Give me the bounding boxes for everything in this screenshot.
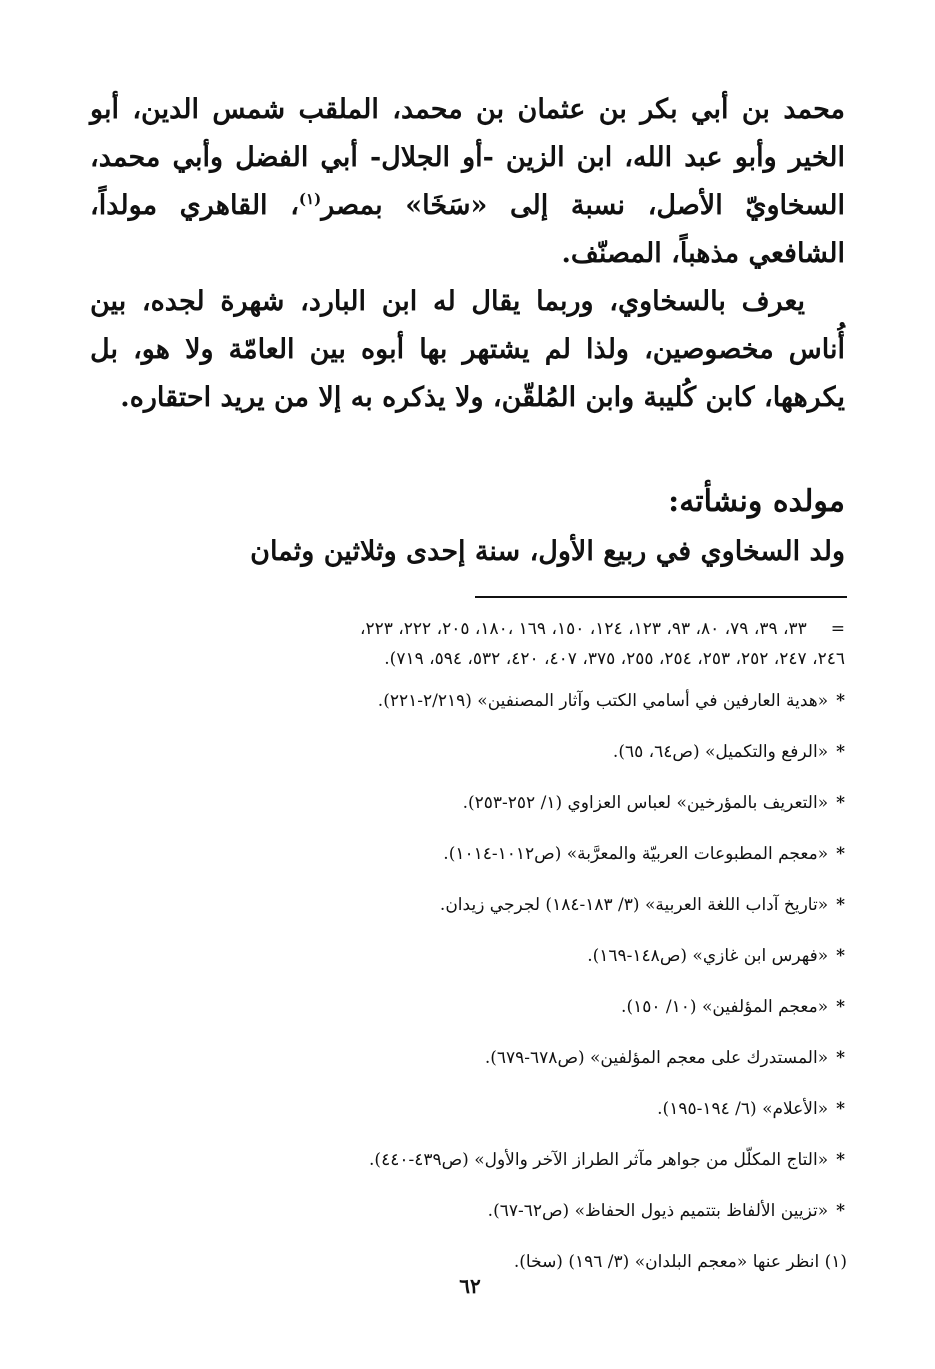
source-item	[86, 943, 845, 994]
star-icon: *	[836, 793, 845, 813]
source-item	[86, 1045, 845, 1096]
star-icon: *	[836, 844, 845, 864]
star-icon: *	[836, 1201, 845, 1221]
source-item	[86, 1198, 845, 1249]
source-item	[86, 892, 845, 943]
source-text: «معجم المطبوعات العربيّة والمعرَّبة» (ص١٠١٢-١٠١٤).	[443, 844, 829, 864]
source-item	[86, 1147, 845, 1198]
main-text	[90, 86, 845, 422]
sources-list	[86, 688, 845, 1249]
source-item	[86, 841, 845, 892]
section-heading: مولده ونشأته:	[668, 484, 845, 519]
star-icon: *	[836, 742, 845, 762]
source-text: «الأعلام» (٦/ ١٩٤-١٩٥).	[657, 1099, 829, 1119]
paragraph-biography	[90, 86, 845, 278]
paragraph-biography-end: ، القاهري مولداً، الشافعي مذهباً، المصنّف.	[90, 190, 845, 269]
source-text: «تاريخ آداب اللغة العربية» (٣/ ١٨٣-١٨٤) لجرجي زيدان.	[439, 895, 829, 915]
continuation-marker: =	[830, 619, 845, 639]
continuation-text-1: ٣٣، ٣٩، ٧٩، ٨٠، ٩٣، ١٢٣، ١٢٤، ١٥٠، ١٦٩ ،١٨٠، ٢٠٥، ٢٢٢، ٢٢٣،	[359, 619, 807, 639]
star-icon: *	[836, 946, 845, 966]
section-first-line: ولد السخاوي في ربيع الأول، سنة إحدى وثلاثين وثمان	[250, 536, 845, 567]
continuation-line-2: ٢٤٦، ٢٤٧، ٢٥٢، ٢٥٣، ٢٥٤، ٢٥٥، ٣٧٥، ٤٠٧، ٤٢٠، ٥٣٢، ٥٩٤، ٧١٩).	[384, 649, 845, 669]
star-icon: *	[836, 895, 845, 915]
source-text: «معجم المؤلفين» (١٠/ ١٥٠).	[621, 997, 829, 1017]
source-item	[86, 790, 845, 841]
page-number: ٦٢	[459, 1274, 481, 1298]
source-text: «الرفع والتكميل» (ص٦٤، ٦٥).	[612, 742, 829, 762]
source-item	[86, 739, 845, 790]
footnote: (١) انظر عنها «معجم البلدان» (٣/ ١٩٦) (سخا).	[513, 1252, 847, 1272]
source-item	[86, 994, 845, 1045]
star-icon: *	[836, 1150, 845, 1170]
source-text: «هدية العارفين في أسامي الكتب وآثار المصنفين» (٢/٢١٩-٢٢١).	[377, 691, 829, 711]
paragraph-biography-text: محمد بن أبي بكر بن عثمان بن محمد، الملقب شمس الدين، أبو الخير وأبو عبد الله، ابن الزين -أو الجلال- أبي الفضل وأبي محمد، السخاويّ الأصل، نسبة إلى «سَخَا» بمصر	[90, 94, 845, 221]
footnotes-block	[86, 616, 845, 1249]
source-text: «التاج المكلّل من جواهر مآثر الطراز الآخر والأول» (ص٤٣٩-٤٤٠).	[369, 1150, 829, 1170]
source-text: «تزيين الألفاظ بتتميم ذيول الحفاظ» (ص٦٢-٦٧).	[487, 1201, 829, 1221]
source-item	[86, 688, 845, 739]
source-text: «التعريف بالمؤرخين» لعباس العزاوي (١/ ٢٥٢-٢٥٣).	[462, 793, 829, 813]
source-item	[86, 1096, 845, 1147]
star-icon: *	[836, 997, 845, 1017]
continuation-line-1	[86, 616, 845, 642]
footnote-marker: (١)	[298, 190, 322, 208]
footnote-separator	[475, 596, 847, 598]
paragraph-nickname: يعرف بالسخاوي، وربما يقال له ابن البارد، شهرة لجده، بين أُناس مخصوصين، ولذا لم يشتهر بها أبوه بين العامّة ولا هو، بل يكرهها، كابن كُليبة وابن المُلقّن، ولا يذكره به إلا من يريد احتقاره.	[90, 286, 845, 413]
star-icon: *	[836, 1099, 845, 1119]
star-icon: *	[836, 1048, 845, 1068]
source-text: «المستدرك على معجم المؤلفين» (ص٦٧٨-٦٧٩).	[484, 1048, 829, 1068]
star-icon: *	[836, 691, 845, 711]
source-text: «فهرس ابن غازي» (ص١٤٨-١٦٩).	[587, 946, 829, 966]
